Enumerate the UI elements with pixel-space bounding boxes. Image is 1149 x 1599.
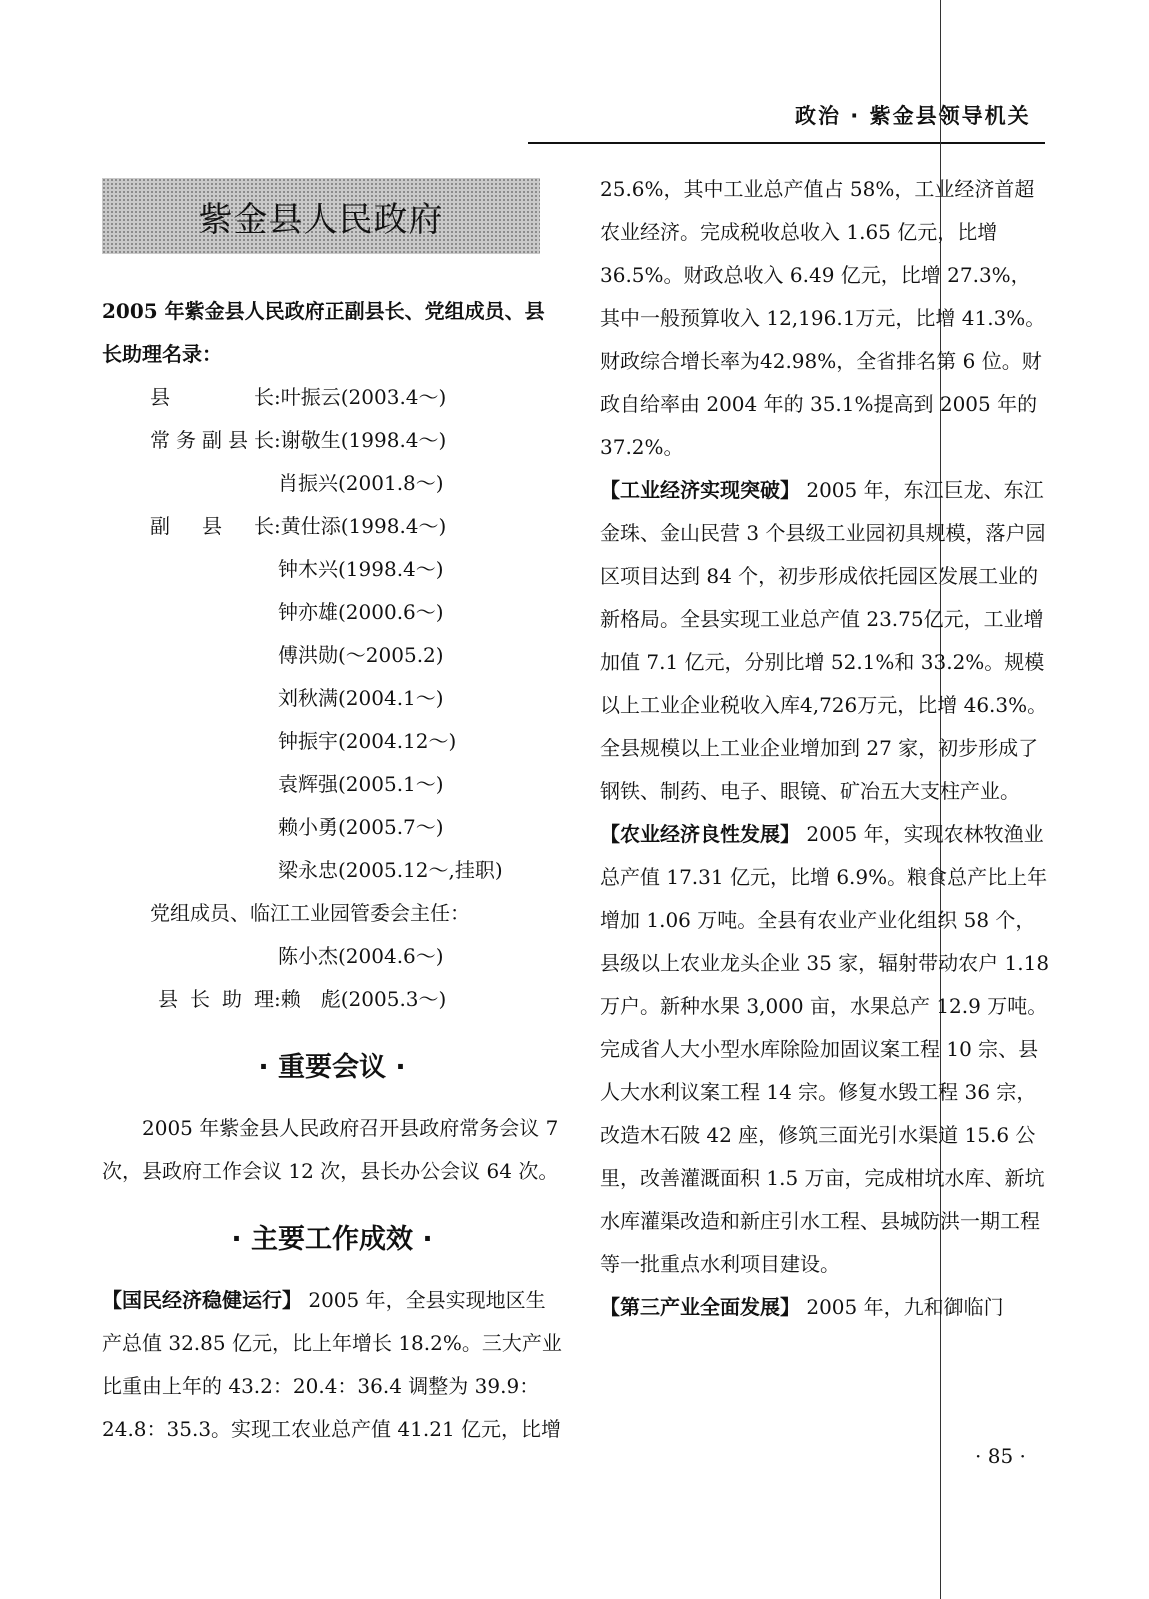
header-rule	[528, 142, 1045, 144]
roster-name: 陈小杰(2004.6～)	[278, 944, 444, 968]
left-column	[102, 290, 562, 1451]
roster-assistant	[102, 978, 562, 1021]
roster-colon: :	[274, 987, 281, 1011]
paragraph-text: 2005 年，九和御临门	[800, 1295, 1004, 1319]
running-head: 政治 · 紫金县领导机关	[795, 104, 1031, 128]
paragraph-tag: 【工业经济实现突破】	[600, 478, 800, 502]
roster-name: 谢敬生(1998.4～)	[280, 428, 447, 452]
meetings-heading: · 重要会议 ·	[258, 1052, 406, 1083]
paragraph-tag: 【第三产业全面发展】	[600, 1295, 800, 1319]
roster-name: 赖小勇(2005.7～)	[278, 815, 444, 839]
roster-colon: :	[274, 385, 281, 409]
roster-county-head	[102, 376, 562, 419]
roster-name: 钟振宇(2004.12～)	[278, 729, 457, 753]
right-column	[600, 168, 1050, 1329]
agriculture-paragraph	[600, 813, 1050, 1286]
roster-role: 县长	[150, 385, 274, 409]
roster-party-role: 党组成员、临江工业园管委会主任：	[150, 901, 470, 925]
industry-paragraph	[600, 469, 1050, 813]
roster-intro: 2005 年紫金县人民政府正副县长、党组成员、县长助理名录：	[102, 299, 545, 366]
tertiary-paragraph	[600, 1286, 1050, 1329]
roster-name: 赖 彪(2005.3～)	[280, 987, 447, 1011]
page-title: 紫金县人民政府	[198, 200, 444, 240]
paragraph-tag: 【国民经济稳健运行】	[102, 1288, 302, 1312]
paragraph-tag: 【农业经济良性发展】	[600, 822, 800, 846]
roster-name: 傅洪勋(～2005.2)	[278, 643, 444, 667]
roster-colon: :	[274, 428, 281, 452]
roster-name: 肖振兴(2001.8～)	[278, 471, 444, 495]
economy-paragraph	[102, 1279, 562, 1451]
roster-role: 常务副县长	[150, 428, 274, 452]
roster-exec-deputy	[102, 419, 562, 462]
page-number: · 85 ·	[975, 1444, 1026, 1468]
roster-name: 黄仕添(1998.4～)	[280, 514, 447, 538]
paragraph-text: 2005 年，全县实现地区生产总值 32.85 亿元，比上年增长 18.2%。三大产业比重由上年的 43.2：20.4：36.4 调整为 39.9：24.8：35.3。实现工农业总产值 41.21 亿元，比增	[102, 1288, 562, 1441]
roster-role: 副县长	[150, 514, 274, 538]
economy-paragraph-continued: 25.6%，其中工业总产值占 58%，工业经济首超农业经济。完成税收总收入 1.65 亿元，比增 36.5%。财政总收入 6.49 亿元，比增 27.3%，其中一般预算收入 12,196.1万元，比增 41.3%。财政综合增长率为42.98%，全省排名第 6 位。财政自给率由 2004 年的 35.1%提高到 2005 年的 37.2%。	[600, 177, 1046, 459]
roster-deputies	[102, 505, 562, 548]
paragraph-text: 2005 年，实现农林牧渔业总产值 17.31 亿元，比增 6.9%。粮食总产比上年增加 1.06 万吨。全县有农业产业化组织 58 个，县级以上农业龙头企业 35 家，辐射带动农户 1.18 万户。新种水果 3,000 亩，水果总产 12.9 万吨。完成省人大小型水库除险加固议案工程 10 宗、县人大水利议案工程 14 宗。修复水毁工程 36 宗，改造木石陂 42 座，修筑三面光引水渠道 15.6 公里，改善灌溉面积 1.5 万亩，完成柑坑水库、新坑水库灌渠改造和新庄引水工程、县城防洪一期工程等一批重点水利项目建设。	[600, 822, 1050, 1276]
roster-name: 钟亦雄(2000.6～)	[278, 600, 444, 624]
section-title-box	[102, 178, 540, 254]
roster-name: 梁永忠(2005.12～,挂职)	[278, 858, 503, 882]
roster-name: 刘秋满(2004.1～)	[278, 686, 444, 710]
roster-role: 县长助理	[158, 987, 274, 1011]
roster-colon: :	[274, 514, 281, 538]
meetings-text: 2005 年紫金县人民政府召开县政府常务会议 7 次，县政府工作会议 12 次，县长办公会议 64 次。	[102, 1116, 559, 1183]
roster-name: 钟木兴(1998.4～)	[278, 557, 444, 581]
roster-name: 袁辉强(2005.1～)	[278, 772, 444, 796]
roster-name: 叶振云(2003.4～)	[280, 385, 447, 409]
paragraph-text: 2005 年，东江巨龙、东江金珠、金山民营 3 个县级工业园初具规模，落户园区项目达到 84 个，初步形成依托园区发展工业的新格局。全县实现工业总产值 23.75亿元，工业增加值 7.1 亿元，分别比增 52.1%和 33.2%。规模以上工业企业税收入库4,726万元，比增 46.3%。全县规模以上工业企业增加到 27 家，初步形成了钢铁、制药、电子、眼镜、矿冶五大支柱产业。	[600, 478, 1048, 803]
achievements-heading: · 主要工作成效 ·	[231, 1224, 433, 1255]
